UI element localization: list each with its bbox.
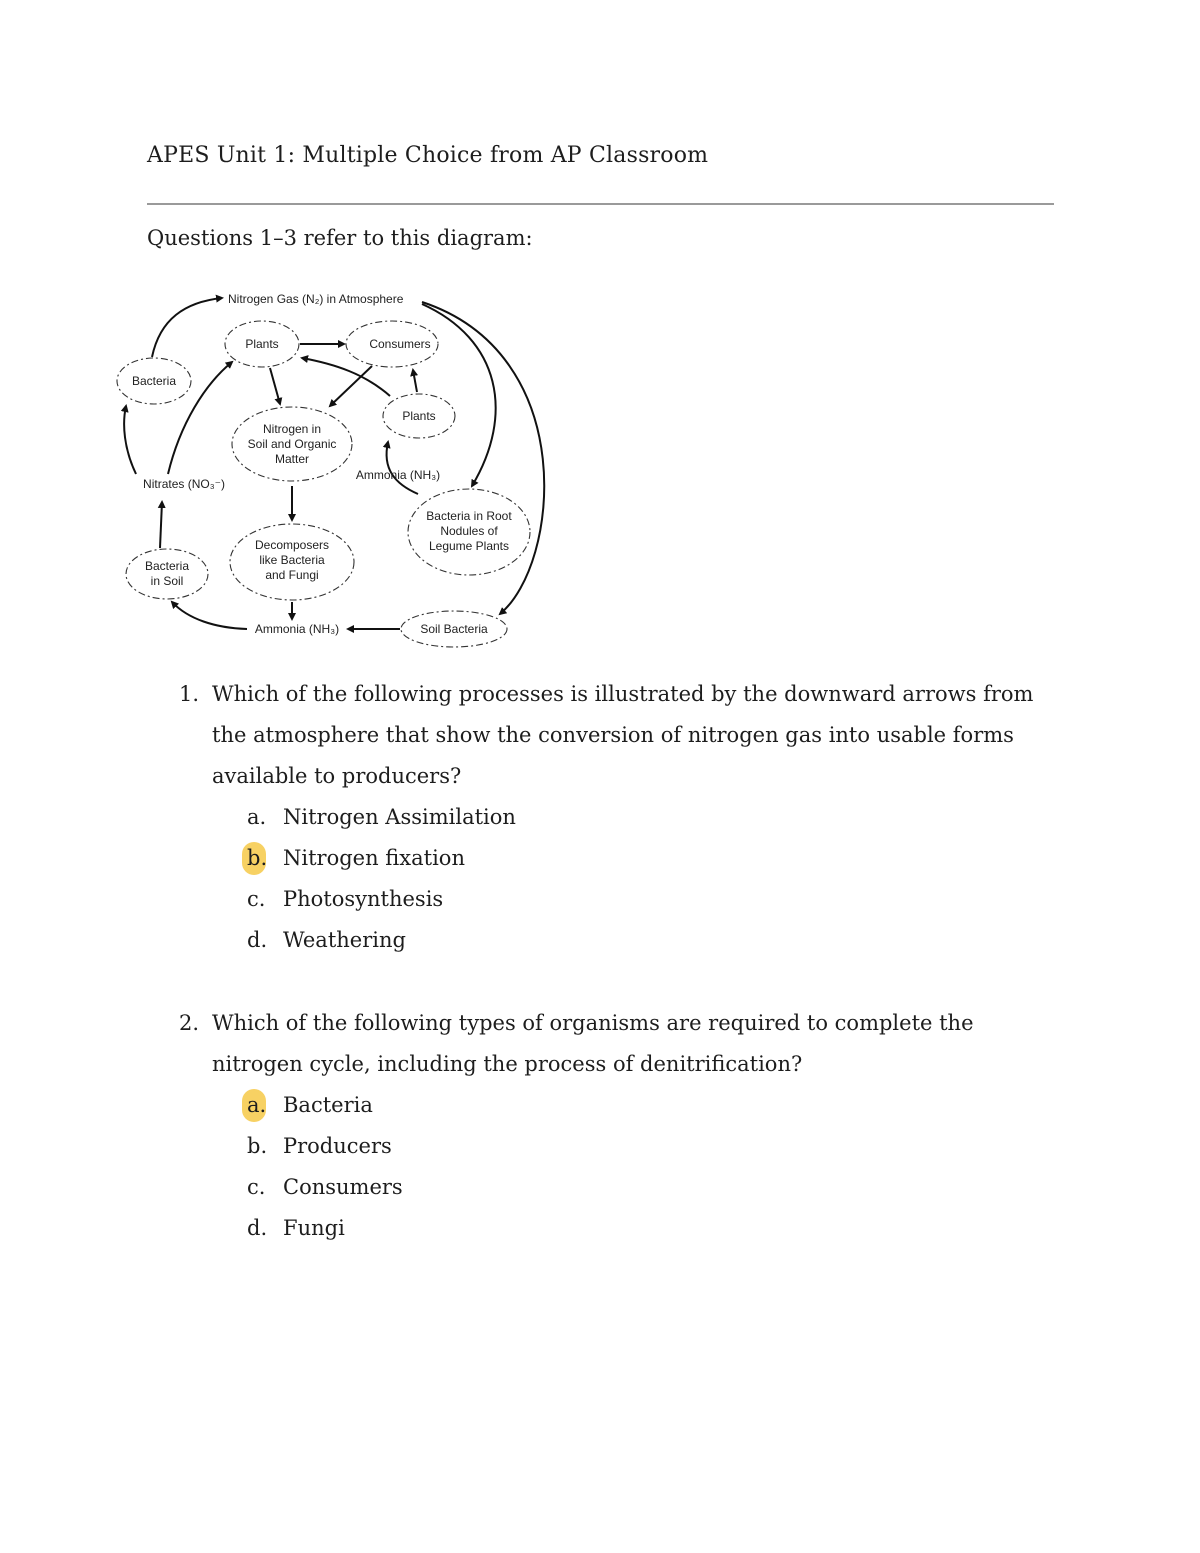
choice-text: Fungi <box>283 1216 345 1240</box>
choice-letter: d. <box>247 928 268 952</box>
choice-c <box>247 1167 403 1208</box>
label-soil-2: Soil and Organic <box>247 437 337 451</box>
choice-text: Bacteria <box>283 1093 373 1117</box>
label-consumers: Consumers <box>369 337 431 351</box>
choice-text: Nitrogen Assimilation <box>283 805 516 829</box>
choice-text: Nitrogen fixation <box>283 846 465 870</box>
label-ammonia-bottom: Ammonia (NH₃) <box>254 622 340 636</box>
choice-letter: a. <box>247 805 267 829</box>
label-plants-top: Plants <box>245 337 279 351</box>
arrow-atmosphere-root <box>422 304 496 486</box>
question-number: 1. <box>178 682 199 706</box>
label-soil-1: Nitrogen in <box>262 422 322 436</box>
choice-letter: c. <box>247 887 266 911</box>
arrow-bacteria-atmosphere <box>152 298 222 357</box>
label-root-2: Nodules of <box>440 524 498 538</box>
question-text: Which of the following types of organisms are required to complete the nitrogen cycle, including the process of denitrification? <box>212 1011 974 1076</box>
label-decomp-1: Decomposers <box>254 538 330 552</box>
highlighted-choice-letter: b. <box>247 838 283 879</box>
label-ammonia-right: Ammonia (NH₃) <box>355 468 441 482</box>
label-bsoil-2: in Soil <box>150 574 184 588</box>
choice-a <box>247 1085 403 1126</box>
document-title: APES Unit 1: Multiple Choice from AP Classroom <box>147 143 709 168</box>
horizontal-rule <box>147 203 1054 205</box>
label-plants-right: Plants <box>402 409 436 423</box>
label-root-3: Legume Plants <box>428 539 510 553</box>
choice-text: Consumers <box>283 1175 403 1199</box>
label-bacteria: Bacteria <box>131 374 177 388</box>
choice-text: Photosynthesis <box>283 887 444 911</box>
choice-text: Producers <box>283 1134 392 1158</box>
label-decomp-2: like Bacteria <box>259 553 325 567</box>
choice-letter: b. <box>247 1134 268 1158</box>
choice-d <box>247 920 516 961</box>
choice-b <box>247 838 516 879</box>
nitrogen-cycle-diagram <box>110 284 560 654</box>
label-nitrates: Nitrates (NO₃⁻) <box>143 477 225 491</box>
label-atmosphere: Nitrogen Gas (N₂) in Atmosphere <box>228 292 404 306</box>
arrow-nitrates-bacteria <box>124 406 136 474</box>
arrow-nitrates-plants <box>168 362 232 474</box>
choice-letter: d. <box>247 1216 268 1240</box>
choice-text: Weathering <box>283 928 406 952</box>
choice-letter: c. <box>247 1175 266 1199</box>
label-soil-bacteria: Soil Bacteria <box>420 622 488 636</box>
arrow-plants-soil <box>270 368 280 404</box>
question-number: 2. <box>178 1011 199 1035</box>
choice-a <box>247 797 516 838</box>
diagram-intro: Questions 1–3 refer to this diagram: <box>147 226 533 250</box>
label-decomp-3: and Fungi <box>265 568 319 582</box>
arrow-bacteria-soil-nitrates <box>160 502 162 548</box>
arrow-atmosphere-soilbacteria <box>422 302 544 614</box>
arrow-plants-right-consumers <box>413 370 417 392</box>
choice-c <box>247 879 516 920</box>
question-text: Which of the following processes is illustrated by the downward arrows from the atmosphere that show the conversion of nitrogen gas into usable forms available to producers? <box>212 682 1034 788</box>
choice-d <box>247 1208 403 1249</box>
label-soil-3: Matter <box>274 452 310 466</box>
choice-b <box>247 1126 403 1167</box>
answer-choices <box>247 1085 403 1249</box>
answer-choices <box>247 797 516 961</box>
label-root-1: Bacteria in Root <box>426 509 512 523</box>
arrow-ammonia-bacteria-soil <box>172 602 247 629</box>
highlighted-choice-letter: a. <box>247 1085 283 1126</box>
label-bsoil-1: Bacteria <box>144 559 190 573</box>
